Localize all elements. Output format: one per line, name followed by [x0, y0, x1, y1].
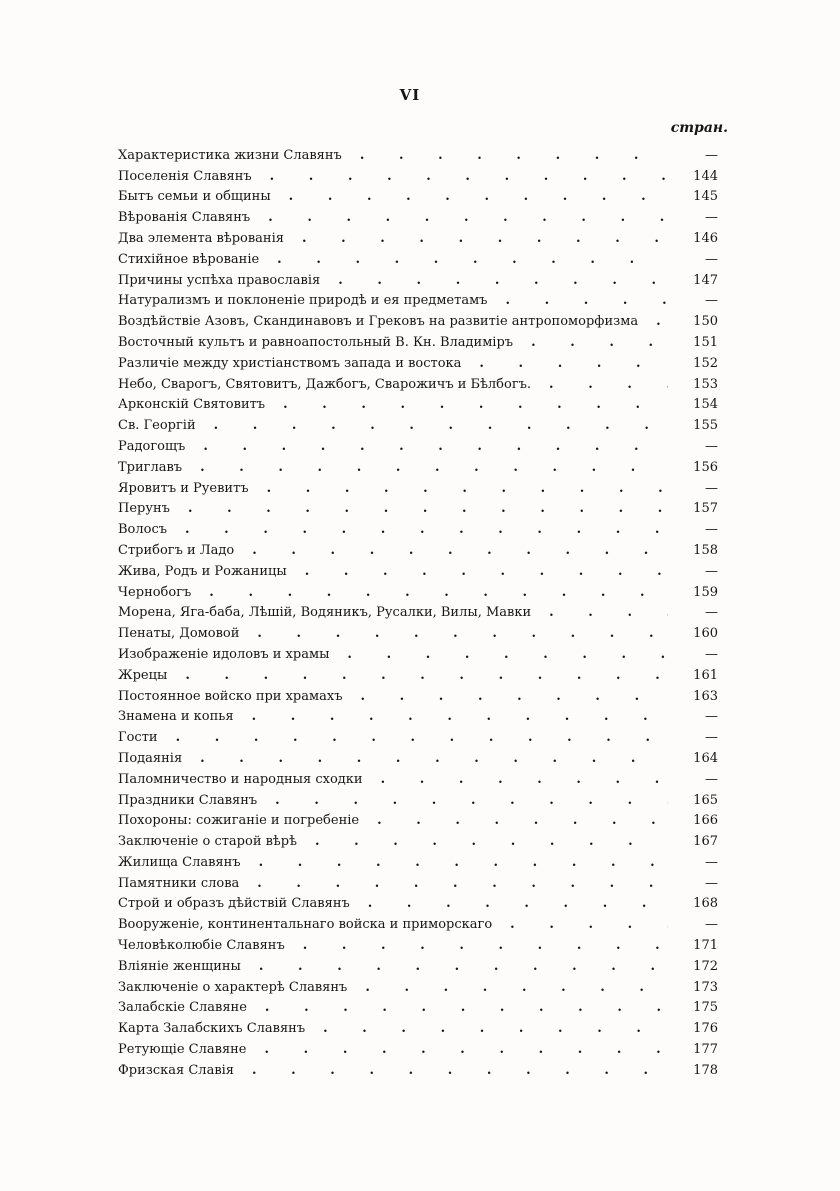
- toc-entry-title: Стихійное вѣрованіе: [118, 251, 260, 267]
- toc-entry-page: 157: [693, 501, 718, 517]
- dot-leader: [493, 293, 668, 309]
- toc-entry-page: 173: [693, 979, 718, 995]
- toc-entry: [118, 642, 718, 663]
- toc-entry: [118, 559, 718, 580]
- toc-entry-title: Различіе между христіанствомъ запада и востока: [118, 355, 462, 371]
- dot-leader: [498, 917, 668, 933]
- toc-entry: [118, 975, 718, 996]
- toc-entry-page: —: [705, 480, 718, 496]
- toc-entry-page: —: [705, 771, 718, 787]
- dot-leader: [247, 855, 668, 871]
- toc-entry-title: Восточный культъ и равноапостольный В. Кн. Владиміръ: [118, 334, 514, 350]
- toc-entry-title: Чернобогъ: [118, 584, 192, 600]
- toc-entry-title: Св. Георгій: [118, 418, 196, 434]
- page-column-header: стран.: [670, 120, 728, 136]
- toc-entry: [118, 205, 718, 226]
- toc-entry-page: 158: [693, 542, 718, 558]
- toc-entry-page: 163: [693, 688, 718, 704]
- toc-entry-title: Два элемента вѣрованія: [118, 230, 284, 246]
- dot-leader: [202, 418, 668, 434]
- toc-entry-page: 146: [693, 230, 718, 246]
- toc-entry-page: —: [705, 709, 718, 725]
- toc-entry-page: 168: [693, 896, 718, 912]
- toc-entry: [118, 954, 718, 975]
- toc-entry: [118, 455, 718, 476]
- dot-leader: [335, 647, 668, 663]
- toc-entry: [118, 185, 718, 206]
- dot-leader: [369, 772, 668, 788]
- toc-entry-title: Вооруженіе, континентальнаго войска и приморскаго: [118, 917, 493, 933]
- toc-entry: [118, 309, 718, 330]
- toc-entry: [118, 289, 718, 310]
- toc-entry: [118, 497, 718, 518]
- toc-entry: [118, 247, 718, 268]
- toc-entry: [118, 372, 718, 393]
- toc-entry: [118, 767, 718, 788]
- toc-entry: [118, 476, 718, 497]
- toc-entry-title: Натурализмъ и поклоненіе природѣ и ея предметамъ: [118, 293, 488, 309]
- dot-leader: [326, 273, 668, 289]
- toc-entry-page: 152: [693, 355, 718, 371]
- toc-entry-page: —: [705, 147, 718, 163]
- toc-entry-title: Жива, Родъ и Рожаницы: [118, 563, 287, 579]
- toc-entry-page: 153: [693, 376, 718, 392]
- toc-entry: [118, 580, 718, 601]
- toc-entry: [118, 829, 718, 850]
- toc-entry: [118, 788, 718, 809]
- toc-entry: [118, 268, 718, 289]
- dot-leader: [258, 169, 668, 185]
- toc-entry: [118, 413, 718, 434]
- toc-entry-page: —: [705, 563, 718, 579]
- toc-entry-page: 150: [693, 314, 718, 330]
- dot-leader: [253, 1042, 668, 1058]
- toc-entry-page: 151: [693, 334, 718, 350]
- toc-entry: [118, 601, 718, 622]
- toc-entry: [118, 663, 718, 684]
- toc-entry-title: Характеристика жизни Славянъ: [118, 147, 342, 163]
- dot-leader: [353, 980, 668, 996]
- dot-leader: [356, 896, 668, 912]
- toc-entry-title: Арконскій Святовитъ: [118, 397, 266, 413]
- dot-leader: [173, 668, 668, 684]
- toc-entry-title: Воздѣйствіе Азовъ, Скандинавовъ и Грековъ на развитіе антропоморфизма: [118, 314, 639, 330]
- dot-leader: [240, 709, 668, 725]
- dot-leader: [253, 1000, 668, 1016]
- toc-entry-page: —: [705, 854, 718, 870]
- dot-leader: [537, 377, 668, 393]
- toc-entry-title: Жрецы: [118, 667, 168, 683]
- toc-entry-title: Гости: [118, 730, 158, 746]
- toc-entry-page: —: [705, 251, 718, 267]
- dot-leader: [265, 252, 668, 268]
- toc-entry: [118, 393, 718, 414]
- dot-leader: [164, 730, 668, 746]
- toc-entry-page: —: [705, 646, 718, 662]
- toc-entry: [118, 684, 718, 705]
- toc-entry-page: —: [705, 293, 718, 309]
- toc-entry-title: Небо, Сварогъ, Святовитъ, Дажбогъ, Сварожичъ и Бѣлбогъ.: [118, 376, 532, 392]
- toc-entry-title: Ретующіе Славяне: [118, 1042, 247, 1058]
- toc-entry: [118, 226, 718, 247]
- dot-leader: [348, 148, 668, 164]
- dot-leader: [240, 1063, 668, 1079]
- toc-entry-page: —: [705, 875, 718, 891]
- dot-leader: [293, 564, 668, 580]
- toc-entry-page: 177: [693, 1042, 718, 1058]
- dot-leader: [245, 876, 668, 892]
- toc-entry: [118, 725, 718, 746]
- dot-leader: [290, 231, 668, 247]
- toc-entry-page: 166: [693, 813, 718, 829]
- toc-entry: [118, 538, 718, 559]
- dot-leader: [348, 689, 668, 705]
- dot-leader: [188, 751, 668, 767]
- toc-entry-title: Заключеніе о характерѣ Славянъ: [118, 979, 348, 995]
- toc-entry: [118, 850, 718, 871]
- toc-entry-page: 155: [693, 418, 718, 434]
- toc-entry-page: 167: [693, 834, 718, 850]
- toc-entry-title: Бытъ семьи и общины: [118, 189, 271, 205]
- toc-entry: [118, 143, 718, 164]
- toc-entry-title: Залабскіе Славяне: [118, 1000, 247, 1016]
- toc-entry-page: 144: [693, 168, 718, 184]
- toc-entry-title: Перунъ: [118, 501, 170, 517]
- toc-entry-title: Жилища Славянъ: [118, 854, 241, 870]
- toc-entry-page: —: [705, 438, 718, 454]
- toc-entry-title: Причины успѣха православія: [118, 272, 321, 288]
- toc-entry-title: Морена, Яга-баба, Лѣшій, Водяникъ, Русалки, Вилы, Мавки: [118, 605, 532, 621]
- dot-leader: [303, 834, 668, 850]
- toc-entry-title: Знамена и копья: [118, 709, 234, 725]
- toc-entry: [118, 996, 718, 1017]
- toc-entry: [118, 351, 718, 372]
- toc-entry-title: Постоянное войско при храмахъ: [118, 688, 343, 704]
- toc-entry-page: —: [705, 730, 718, 746]
- toc-entry-title: Паломничество и народныя сходки: [118, 771, 363, 787]
- toc-entry-page: —: [705, 917, 718, 933]
- dot-leader: [519, 335, 668, 351]
- dot-leader: [277, 189, 668, 205]
- toc-entry: [118, 1037, 718, 1058]
- toc-entry-title: Похороны: сожиганіе и погребеніе: [118, 813, 360, 829]
- toc-entry-page: 172: [693, 958, 718, 974]
- dot-leader: [191, 439, 668, 455]
- dot-leader: [245, 626, 668, 642]
- toc-entry: [118, 1058, 718, 1079]
- toc-entry-title: Праздники Славянъ: [118, 792, 258, 808]
- toc-entry: [118, 517, 718, 538]
- toc-entry-page: 156: [693, 459, 718, 475]
- dot-leader: [291, 938, 668, 954]
- toc-entry-title: Стрибогъ и Ладо: [118, 542, 235, 558]
- toc-entry-title: Памятники слова: [118, 875, 240, 891]
- toc-entry-title: Вліяніе женщины: [118, 958, 241, 974]
- dot-leader: [644, 314, 668, 330]
- toc-entry-page: 161: [693, 667, 718, 683]
- toc-entry-page: 147: [693, 272, 718, 288]
- toc-entry-title: Фризская Славія: [118, 1062, 234, 1078]
- toc-entry-page: 176: [693, 1021, 718, 1037]
- toc-entry-title: Пенаты, Домовой: [118, 626, 240, 642]
- toc-entry-page: 165: [693, 792, 718, 808]
- dot-leader: [311, 1021, 668, 1037]
- dot-leader: [271, 397, 668, 413]
- dot-leader: [365, 813, 668, 829]
- dot-leader: [467, 356, 668, 372]
- dot-leader: [197, 585, 668, 601]
- toc-entry-page: 160: [693, 626, 718, 642]
- toc-entry-title: Человѣколюбіе Славянъ: [118, 938, 285, 954]
- toc-entry-page: —: [705, 522, 718, 538]
- dot-leader: [176, 501, 668, 517]
- toc-entry: [118, 330, 718, 351]
- dot-leader: [247, 959, 668, 975]
- dot-leader: [256, 210, 668, 226]
- toc-entry-page: 159: [693, 584, 718, 600]
- toc-entry-title: Заключеніе о старой вѣрѣ: [118, 834, 297, 850]
- toc-entry-title: Изображеніе идоловъ и храмы: [118, 646, 330, 662]
- toc-entry: [118, 809, 718, 830]
- toc-entry-page: 175: [693, 1000, 718, 1016]
- toc-entry-title: Вѣрованія Славянъ: [118, 210, 251, 226]
- toc-entry-title: Поселенія Славянъ: [118, 168, 252, 184]
- dot-leader: [188, 460, 668, 476]
- table-of-contents: [118, 143, 718, 1079]
- dot-leader: [240, 543, 668, 559]
- toc-entry: [118, 912, 718, 933]
- toc-entry: [118, 871, 718, 892]
- toc-entry: [118, 164, 718, 185]
- dot-leader: [255, 481, 668, 497]
- toc-entry-title: Строй и образъ дѣйствій Славянъ: [118, 896, 350, 912]
- toc-entry-page: 164: [693, 750, 718, 766]
- page-number: VI: [399, 86, 421, 104]
- toc-entry: [118, 933, 718, 954]
- toc-entry-title: Яровитъ и Руевитъ: [118, 480, 249, 496]
- dot-leader: [537, 605, 668, 621]
- toc-entry-page: —: [705, 605, 718, 621]
- toc-entry-page: 145: [693, 189, 718, 205]
- toc-entry: [118, 621, 718, 642]
- toc-entry-title: Радогощъ: [118, 438, 186, 454]
- toc-entry: [118, 746, 718, 767]
- toc-entry: [118, 1016, 718, 1037]
- toc-entry: [118, 434, 718, 455]
- toc-entry: [118, 705, 718, 726]
- toc-entry-page: 171: [693, 938, 718, 954]
- toc-entry-title: Волосъ: [118, 522, 168, 538]
- toc-entry-page: 178: [693, 1062, 718, 1078]
- toc-entry-title: Подаянія: [118, 750, 183, 766]
- dot-leader: [173, 522, 668, 538]
- dot-leader: [263, 793, 668, 809]
- toc-entry-page: —: [705, 210, 718, 226]
- toc-entry: [118, 892, 718, 913]
- toc-entry-title: Карта Залабскихъ Славянъ: [118, 1021, 306, 1037]
- toc-entry-page: 154: [693, 397, 718, 413]
- toc-entry-title: Триглавъ: [118, 459, 183, 475]
